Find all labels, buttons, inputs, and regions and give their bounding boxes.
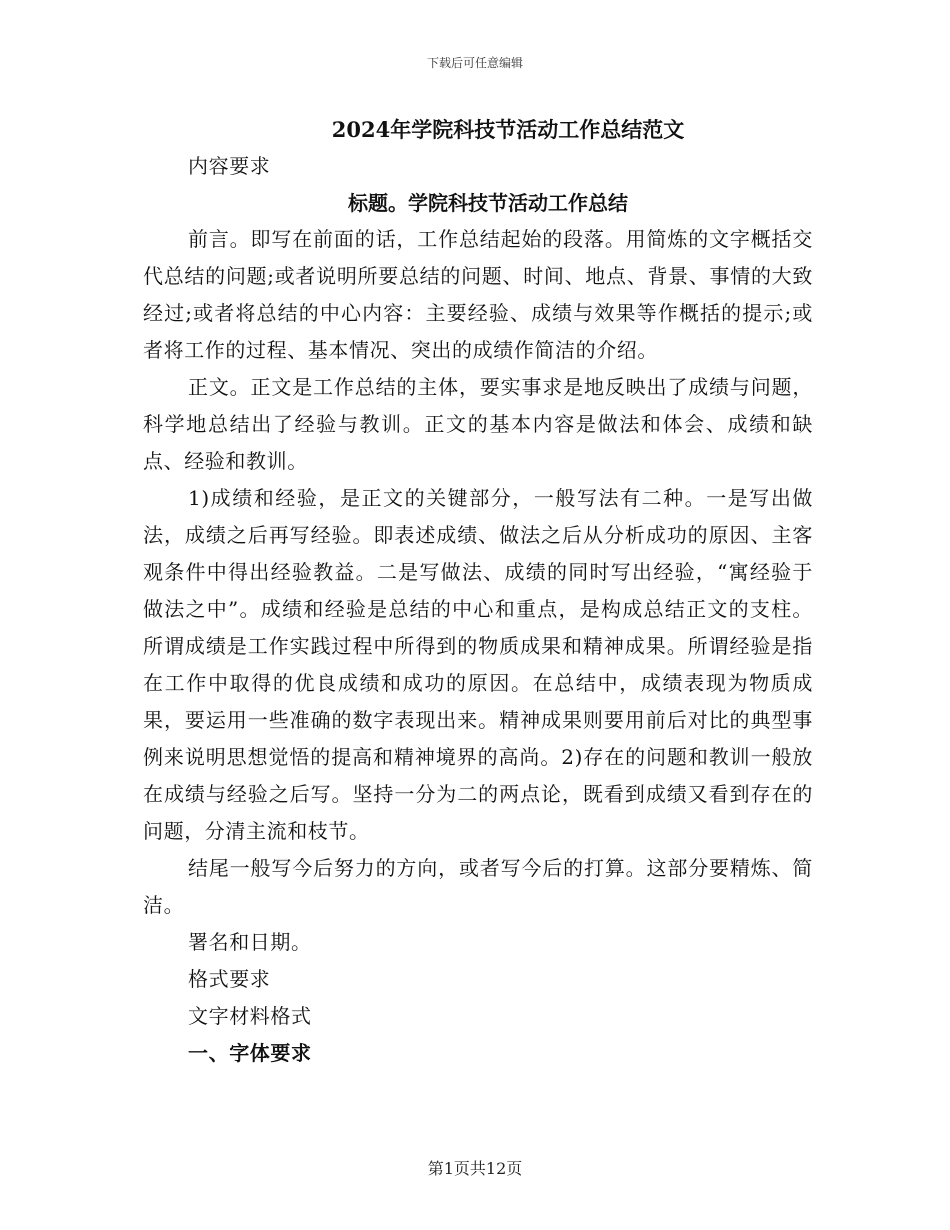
paragraph-format-requirements: 格式要求	[188, 967, 271, 991]
document-subtitle: 标题。学院科技节活动工作总结	[348, 191, 628, 215]
document-title: 2024年学院科技节活动工作总结范文	[331, 117, 685, 142]
page-header: 下载后可任意编辑	[426, 56, 523, 70]
page-footer: 第1页共12页	[427, 1159, 523, 1178]
paragraph-body: 正文。正文是工作总结的主体，要实事求是地反映出了成绩与问题，科学地总结出了经验与教训。正文的基本内容是做法和体会、成绩和缺点、经验和教训。	[143, 375, 813, 473]
paragraph-text-format: 文字材料格式	[188, 1004, 312, 1028]
section-heading-font: 一、字体要求	[188, 1041, 312, 1065]
document-body	[143, 112, 813, 1072]
paragraph-ending: 结尾一般写今后努力的方向，或者写今后的打算。这部分要精炼、简洁。	[143, 856, 813, 917]
paragraph-signature: 署名和日期。	[188, 930, 312, 954]
content-requirements-label: 内容要求	[188, 154, 271, 178]
paragraph-preface: 前言。即写在前面的话，工作总结起始的段落。用简炼的文字概括交代总结的问题;或者说明所要总结的问题、时间、地点、背景、事情的大致经过;或者将总结的中心内容：主要经验、成绩与效果等作概括的提示;或者将工作的过程、基本情况、突出的成绩作简洁的介绍。	[143, 227, 813, 362]
paragraph-achievements: 1)成绩和经验，是正文的关键部分，一般写法有二种。一是写出做法，成绩之后再写经验。即表述成绩、做法之后从分析成功的原因、主客观条件中得出经验教益。二是写做法、成绩的同时写出经验，“寓经验于做法之中”。成绩和经验是总结的中心和重点，是构成总结正文的支柱。所谓成绩是工作实践过程中所得到的物质成果和精神成果。所谓经验是指在工作中取得的优良成绩和成功的原因。在总结中，成绩表现为物质成果，要运用一些准确的数字表现出来。精神成果则要用前后对比的典型事例来说明思想觉悟的提高和精神境界的高尚。2)存在的问题和教训一般放在成绩与经验之后写。坚持一分为二的两点论，既看到成绩又看到存在的问题，分清主流和枝节。	[143, 486, 813, 843]
